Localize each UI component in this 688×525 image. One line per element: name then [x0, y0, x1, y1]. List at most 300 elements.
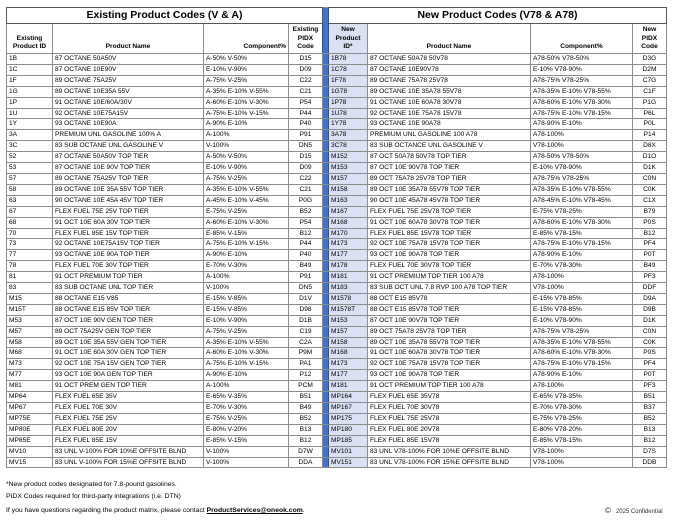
existing-pidx-code: B52	[289, 206, 323, 217]
existing-product-name: 83 UNL V-100% FOR 10%E OFFSITE BLND	[53, 446, 204, 457]
existing-pidx-code: D09	[289, 163, 323, 174]
existing-component: A-75% E-10% V-15%	[204, 108, 289, 119]
new-component: A78-100%	[531, 381, 633, 392]
new-component: E-85% V78-15%	[531, 228, 633, 239]
existing-pidx-code: DN5	[289, 283, 323, 294]
existing-pidx-code: D09	[289, 64, 323, 75]
existing-product-id: 58	[7, 184, 53, 195]
new-pidx-code: C1F	[633, 86, 667, 97]
new-product-name: 91 OCT PREMIUM TOP TIER 100 A78	[368, 381, 531, 392]
new-pidx-code: PF3	[633, 272, 667, 283]
table-row	[7, 97, 667, 108]
existing-product-id: 83	[7, 283, 53, 294]
new-pidx-code: PF4	[633, 239, 667, 250]
table-row	[7, 348, 667, 359]
new-product-name: 83 UNL V78-100% FOR 10%E OFFSITE BLND	[368, 446, 531, 457]
existing-pidx-code: B52	[289, 413, 323, 424]
new-pidx-code: D1O	[633, 152, 667, 163]
existing-product-name: 87 OCTANE 10E 90V TOP TIER	[53, 163, 204, 174]
new-product-name: 87 OCT 50A78 50V78 TOP TIER	[368, 152, 531, 163]
new-pidx-code: D1K	[633, 315, 667, 326]
table-row	[7, 381, 667, 392]
existing-component: E-10% V-90%	[204, 163, 289, 174]
existing-product-id: MP67	[7, 403, 53, 414]
new-product-id: 1Y78	[329, 119, 368, 130]
existing-pidx-code: P40	[289, 119, 323, 130]
new-component: E-70% V78-30%	[531, 403, 633, 414]
footnote-7-8-pound: *New product codes designated for 7.8-pound gasolines.	[6, 481, 177, 488]
existing-component: A-50% V-50%	[204, 152, 289, 163]
contact-email-link[interactable]: ProductServices@oneok.com	[206, 507, 303, 514]
existing-component: A-60% E-10% V-30%	[204, 217, 289, 228]
table-row	[7, 163, 667, 174]
existing-pidx-code: P44	[289, 108, 323, 119]
new-component: E-10% V78-90%	[531, 64, 633, 75]
table-row	[7, 184, 667, 195]
table-row	[7, 152, 667, 163]
new-product-id: M1578T	[329, 304, 368, 315]
product-matrix-table	[6, 7, 667, 468]
existing-product-id: M73	[7, 359, 53, 370]
table-row	[7, 119, 667, 130]
existing-product-id: 77	[7, 250, 53, 261]
existing-product-name: FLEX FUEL 80E 20V	[53, 424, 204, 435]
existing-component: A-90% E-10%	[204, 250, 289, 261]
existing-pidx-code: D15	[289, 54, 323, 65]
new-product-id: M181	[329, 272, 368, 283]
existing-product-id: M68	[7, 348, 53, 359]
table-row	[7, 195, 667, 206]
existing-product-id: 1Y	[7, 119, 53, 130]
existing-component: A-60% E-10% V-30%	[204, 97, 289, 108]
table-row	[7, 337, 667, 348]
table-row	[7, 86, 667, 97]
new-pidx-code: DDB	[633, 457, 667, 468]
existing-product-id: MP80E	[7, 424, 53, 435]
existing-product-id: 57	[7, 173, 53, 184]
existing-component: E-10% V-90%	[204, 315, 289, 326]
new-product-id: M153	[329, 163, 368, 174]
new-component: V78-100%	[531, 457, 633, 468]
existing-product-name: FLEX FUEL 70E 30V TOP TIER	[53, 261, 204, 272]
new-component: A78-100%	[531, 272, 633, 283]
existing-product-id: 81	[7, 272, 53, 283]
new-product-name: FLEX FUEL 70E 30V78	[368, 403, 531, 414]
existing-pidx-code: C22	[289, 173, 323, 184]
existing-product-name: FLEX FUEL 85E 15V	[53, 435, 204, 446]
existing-pidx-code: P54	[289, 217, 323, 228]
existing-product-id: 52	[7, 152, 53, 163]
existing-component: A-60% E-10% V-30%	[204, 348, 289, 359]
col-existing-product-id: Existing Product ID	[7, 24, 53, 54]
new-product-name: 91 OCTANE 10E 60A78 30V78	[368, 97, 531, 108]
existing-component: V-100%	[204, 141, 289, 152]
new-product-name: FLEX FUEL 75E 25V78 TOP TIER	[368, 206, 531, 217]
new-pidx-code: B13	[633, 424, 667, 435]
new-product-name: 83 SUB OCT UNL 7.8 RVP 100 A78 TOP TIER	[368, 283, 531, 294]
existing-component: E-70% V-30%	[204, 261, 289, 272]
new-product-id: MP175	[329, 413, 368, 424]
new-product-id: M157	[329, 173, 368, 184]
new-component: E-80% V78-20%	[531, 424, 633, 435]
existing-product-name: 89 OCTANE 75A25V TOP TIER	[53, 173, 204, 184]
new-pidx-code: C7G	[633, 75, 667, 86]
existing-pidx-code: P40	[289, 250, 323, 261]
new-pidx-code: D9B	[633, 304, 667, 315]
new-component: A78-60% E-10% V78-30%	[531, 348, 633, 359]
table-row	[7, 261, 667, 272]
new-pidx-code: P0S	[633, 217, 667, 228]
existing-pidx-code: B51	[289, 392, 323, 403]
new-pidx-code: C0N	[633, 173, 667, 184]
existing-pidx-code: D1B	[289, 315, 323, 326]
table-row	[7, 54, 667, 65]
new-product-id: 1G78	[329, 86, 368, 97]
col-existing-pidx: Existing PIDX Code	[289, 24, 323, 54]
col-existing-component: Component%	[204, 24, 289, 54]
new-product-name: 89 OCTANE 10E 35A78 55V78	[368, 86, 531, 97]
existing-product-id: 1F	[7, 75, 53, 86]
new-product-id: MP185	[329, 435, 368, 446]
existing-product-name: FLEX FUEL 75E 25V TOP TIER	[53, 206, 204, 217]
existing-pidx-code: P54	[289, 97, 323, 108]
new-product-name: FLEX FUEL 80E 20V78	[368, 424, 531, 435]
existing-component: V-100%	[204, 457, 289, 468]
new-product-name: FLEX FUEL 65E 35V78	[368, 392, 531, 403]
table-row	[7, 326, 667, 337]
new-product-id: MP180	[329, 424, 368, 435]
table-row	[7, 64, 667, 75]
new-product-id: M181	[329, 381, 368, 392]
new-product-name: 93 OCT 10E 90A78 TOP TIER	[368, 370, 531, 381]
new-product-id: 1P78	[329, 97, 368, 108]
table-row	[7, 217, 667, 228]
table-row	[7, 239, 667, 250]
contact-suffix: .	[302, 507, 305, 514]
new-component: V78-100%	[531, 141, 633, 152]
new-pidx-code: D3G	[633, 54, 667, 65]
new-pidx-code: P0L	[633, 119, 667, 130]
new-product-id: M152	[329, 152, 368, 163]
new-pidx-code: B37	[633, 403, 667, 414]
existing-product-name: FLEX FUEL 85E 15V TOP TIER	[53, 228, 204, 239]
existing-product-id: 73	[7, 239, 53, 250]
new-product-id: 1C78	[329, 64, 368, 75]
col-new-component: Component%	[531, 24, 633, 54]
table-row	[7, 272, 667, 283]
new-product-name: 92 OCT 10E 75A78 15V78 TOP TIER	[368, 359, 531, 370]
new-component: A78-75% E-10% V78-15%	[531, 108, 633, 119]
new-section-title: New Product Codes (V78 & A78)	[329, 8, 667, 24]
existing-product-name: FLEX FUEL 70E 30V	[53, 403, 204, 414]
new-product-name: 87 OCT 10E 90V78 TOP TIER	[368, 163, 531, 174]
footnote-pidx: PIDX Codes required for third-party integrations (i.e. DTN)	[6, 493, 181, 500]
new-product-name: 87 OCTANE 50A78 50V78	[368, 54, 531, 65]
new-product-id: 3A78	[329, 130, 368, 141]
new-pidx-code: P1G	[633, 97, 667, 108]
existing-product-id: 1P	[7, 97, 53, 108]
new-product-id: M158	[329, 184, 368, 195]
existing-component: A-90% E-10%	[204, 119, 289, 130]
new-pidx-code: PF4	[633, 359, 667, 370]
existing-product-id: MP64	[7, 392, 53, 403]
new-product-id: MP164	[329, 392, 368, 403]
new-component: E-70% V78-30%	[531, 261, 633, 272]
new-product-id: M167	[329, 206, 368, 217]
new-product-name: 91 OCT PREMIUM TOP TIER 100 A78	[368, 272, 531, 283]
new-component: A78-60% E-10% V78-30%	[531, 217, 633, 228]
new-product-name: 89 OCTANE 75A78 25V78	[368, 75, 531, 86]
existing-product-id: 67	[7, 206, 53, 217]
existing-component: A-90% E-10%	[204, 370, 289, 381]
new-pidx-code: D7S	[633, 446, 667, 457]
new-product-name: FLEX FUEL 70E 30V78 TOP TIER	[368, 261, 531, 272]
existing-product-name: 89 OCTANE 75A25V	[53, 75, 204, 86]
new-product-name: FLEX FUEL 75E 25V78	[368, 413, 531, 424]
existing-product-id: 1C	[7, 64, 53, 75]
existing-pidx-code: P44	[289, 239, 323, 250]
existing-pidx-code: B13	[289, 424, 323, 435]
new-product-id: M173	[329, 359, 368, 370]
new-product-id: M170	[329, 228, 368, 239]
new-product-name: 93 OCTANE 10E 90A78	[368, 119, 531, 130]
existing-pidx-code: B12	[289, 228, 323, 239]
table-row	[7, 359, 667, 370]
existing-product-name: 89 OCTANE 10E35A 55V	[53, 86, 204, 97]
new-component: A78-100%	[531, 130, 633, 141]
new-product-name: 89 OCT 10E 35A78 55V78 TOP TIER	[368, 184, 531, 195]
existing-product-id: 3C	[7, 141, 53, 152]
new-product-name: 91 OCT 10E 60A78 30V78 TOP TIER	[368, 348, 531, 359]
existing-product-name: 92 OCTANE 10E75A15V	[53, 108, 204, 119]
existing-product-name: 93 OCT 10E 90A GEN TOP TIER	[53, 370, 204, 381]
existing-pidx-code: D98	[289, 304, 323, 315]
existing-component: A-75% V-25%	[204, 75, 289, 86]
new-pidx-code: D8X	[633, 141, 667, 152]
existing-component: E-10% V-90%	[204, 64, 289, 75]
new-component: A78-35% E-10% V78-55%	[531, 184, 633, 195]
new-pidx-code: P0T	[633, 370, 667, 381]
new-product-id: M168	[329, 348, 368, 359]
table-row	[7, 228, 667, 239]
existing-product-name: 93 OCTANE 10E 90A TOP TIER	[53, 250, 204, 261]
existing-component: A-100%	[204, 130, 289, 141]
new-pidx-code: DDF	[633, 283, 667, 294]
existing-product-name: 87 OCTANE 50A50V TOP TIER	[53, 152, 204, 163]
new-pidx-code: C0N	[633, 326, 667, 337]
existing-product-id: 1G	[7, 86, 53, 97]
existing-pidx-code: P12	[289, 370, 323, 381]
existing-product-id: 53	[7, 163, 53, 174]
new-product-name: 83 UNL V78-100% FOR 15%E OFFSITE BLND	[368, 457, 531, 468]
existing-component: V-100%	[204, 283, 289, 294]
section-title-row	[7, 8, 667, 24]
existing-pidx-code: DDA	[289, 457, 323, 468]
new-product-id: M177	[329, 370, 368, 381]
existing-pidx-code: C21	[289, 86, 323, 97]
existing-component: A-75% V-25%	[204, 173, 289, 184]
new-product-id: M183	[329, 283, 368, 294]
new-product-id: M158	[329, 337, 368, 348]
new-pidx-code: B49	[633, 261, 667, 272]
existing-product-id: 70	[7, 228, 53, 239]
table-row	[7, 446, 667, 457]
existing-product-name: FLEX FUEL 75E 25V	[53, 413, 204, 424]
existing-product-id: 78	[7, 261, 53, 272]
new-product-name: FLEX FUEL 85E 15V78	[368, 435, 531, 446]
new-product-name: 83 SUB OCTANCE UNL GASOLINE V	[368, 141, 531, 152]
existing-component: A-100%	[204, 381, 289, 392]
new-component: A78-90% E-10%	[531, 119, 633, 130]
new-pidx-code: B51	[633, 392, 667, 403]
new-product-id: MV101	[329, 446, 368, 457]
new-pidx-code: B79	[633, 206, 667, 217]
existing-pidx-code: C19	[289, 326, 323, 337]
new-pidx-code: P0S	[633, 348, 667, 359]
existing-product-name: 89 OCT 75A25V GEN TOP TIER	[53, 326, 204, 337]
existing-product-id: M57	[7, 326, 53, 337]
table-row	[7, 141, 667, 152]
new-product-name: 87 OCTANE 10E90V78	[368, 64, 531, 75]
new-product-id: M163	[329, 195, 368, 206]
existing-product-id: 68	[7, 217, 53, 228]
existing-pidx-code: C22	[289, 75, 323, 86]
existing-component: E-75% V-25%	[204, 413, 289, 424]
new-pidx-code: B52	[633, 413, 667, 424]
table-row	[7, 403, 667, 414]
new-product-id: 1F78	[329, 75, 368, 86]
new-component: A78-50% V78-50%	[531, 54, 633, 65]
existing-pidx-code: D7W	[289, 446, 323, 457]
new-product-name: 89 OCT 10E 35A78 55V78 TOP TIER	[368, 337, 531, 348]
existing-product-name: PREMIUM UNL GASOLINE 100% A	[53, 130, 204, 141]
table-row	[7, 315, 667, 326]
existing-component: A-75% E-10% V-15%	[204, 359, 289, 370]
new-component: A78-75% E-10% V78-15%	[531, 239, 633, 250]
new-component: E-75% V78-25%	[531, 206, 633, 217]
existing-pidx-code: C2A	[289, 337, 323, 348]
table-row	[7, 173, 667, 184]
new-pidx-code: C0K	[633, 337, 667, 348]
new-pidx-code: C1X	[633, 195, 667, 206]
new-pidx-code: P6L	[633, 108, 667, 119]
existing-product-name: 93 OCTANE 10E90A	[53, 119, 204, 130]
existing-component: A-100%	[204, 272, 289, 283]
col-new-product-name: Product Name	[368, 24, 531, 54]
new-component: A78-50% V78-50%	[531, 152, 633, 163]
new-product-id: M1578	[329, 293, 368, 304]
existing-product-id: M81	[7, 381, 53, 392]
new-component: E-65% V78-35%	[531, 392, 633, 403]
existing-product-id: 63	[7, 195, 53, 206]
new-product-name: 88 OCT E15 85V78	[368, 293, 531, 304]
new-product-id: M178	[329, 261, 368, 272]
new-component: A78-90% E-10%	[531, 370, 633, 381]
new-product-name: 89 OCT 75A78 25V78 TOP TIER	[368, 326, 531, 337]
existing-component: E-75% V-25%	[204, 206, 289, 217]
new-pidx-code: C0K	[633, 184, 667, 195]
new-component: A78-90% E-10%	[531, 250, 633, 261]
new-product-id: M157	[329, 326, 368, 337]
existing-product-id: MV15	[7, 457, 53, 468]
existing-component: A-35% E-10% V-55%	[204, 337, 289, 348]
new-component: A78-75% V78-25%	[531, 173, 633, 184]
existing-pidx-code: C21	[289, 184, 323, 195]
existing-product-name: 88 OCTANE E15 V85	[53, 293, 204, 304]
new-component: E-10% V78-90%	[531, 315, 633, 326]
existing-product-id: 1B	[7, 54, 53, 65]
new-product-name: 92 OCTANE 10E 75A78 15V78	[368, 108, 531, 119]
table-row	[7, 435, 667, 446]
new-component: A78-45% E-10% V78-45%	[531, 195, 633, 206]
new-pidx-code: B12	[633, 228, 667, 239]
table-row	[7, 75, 667, 86]
existing-component: E-85% V-15%	[204, 435, 289, 446]
existing-component: E-15% V-85%	[204, 304, 289, 315]
new-component: A78-35% E-10% V78-55%	[531, 337, 633, 348]
existing-pidx-code: P0G	[289, 195, 323, 206]
new-product-name: 90 OCT 10E 45A78 45V78 TOP TIER	[368, 195, 531, 206]
new-component: A78-75% V78-25%	[531, 75, 633, 86]
existing-pidx-code: D15	[289, 152, 323, 163]
new-product-id: M177	[329, 250, 368, 261]
existing-product-name: 83 SUB OCTANE UNL GASOLINE V	[53, 141, 204, 152]
new-pidx-code: B12	[633, 435, 667, 446]
existing-product-id: M53	[7, 315, 53, 326]
existing-pidx-code: D1V	[289, 293, 323, 304]
existing-product-id: MP85E	[7, 435, 53, 446]
new-component: A78-60% E-10% V78-30%	[531, 97, 633, 108]
existing-pidx-code: P9M	[289, 348, 323, 359]
col-existing-product-name: Product Name	[53, 24, 204, 54]
new-component: E-10% V78-90%	[531, 163, 633, 174]
existing-product-name: 87 OCTANE 10E90V	[53, 64, 204, 75]
new-product-name: 87 OCT 10E 90V78 TOP TIER	[368, 315, 531, 326]
new-product-id: M173	[329, 239, 368, 250]
new-pidx-code: PF3	[633, 381, 667, 392]
new-product-id: 1U78	[329, 108, 368, 119]
existing-product-name: 90 OCTANE 10E 45A 45V TOP TIER	[53, 195, 204, 206]
new-component: A78-75% V78-25%	[531, 326, 633, 337]
existing-pidx-code: DN5	[289, 141, 323, 152]
existing-product-name: 87 OCT 10E 90V GEN TOP TIER	[53, 315, 204, 326]
new-component: E-15% V78-85%	[531, 304, 633, 315]
new-product-id: 1B78	[329, 54, 368, 65]
new-product-name: 88 OCT E15 85V78 TOP TIER	[368, 304, 531, 315]
new-pidx-code: P0T	[633, 250, 667, 261]
table-row	[7, 457, 667, 468]
confidential-text: 2025 Confidential	[615, 509, 663, 515]
new-component: E-85% V78-15%	[531, 435, 633, 446]
existing-component: E-85% V-15%	[204, 228, 289, 239]
existing-product-id: 3A	[7, 130, 53, 141]
existing-section-title: Existing Product Codes (V & A)	[7, 8, 323, 24]
new-product-name: 91 OCT 10E 60A78 30V78 TOP TIER	[368, 217, 531, 228]
existing-product-name: 87 OCTANE 50A50V	[53, 54, 204, 65]
new-pidx-code: D1K	[633, 163, 667, 174]
existing-product-id: MV10	[7, 446, 53, 457]
new-product-name: 89 OCT 75A78 25V78 TOP TIER	[368, 173, 531, 184]
confidential-notice	[605, 506, 663, 515]
existing-product-id: M15T	[7, 304, 53, 315]
existing-component: A-35% E-10% V-55%	[204, 184, 289, 195]
table-row	[7, 130, 667, 141]
existing-component: A-75% V-25%	[204, 326, 289, 337]
contact-prefix: If you have questions regarding the product matrix, please contact	[6, 507, 207, 514]
new-pidx-code: P14	[633, 130, 667, 141]
existing-pidx-code: P91	[289, 130, 323, 141]
new-component: V78-100%	[531, 283, 633, 294]
